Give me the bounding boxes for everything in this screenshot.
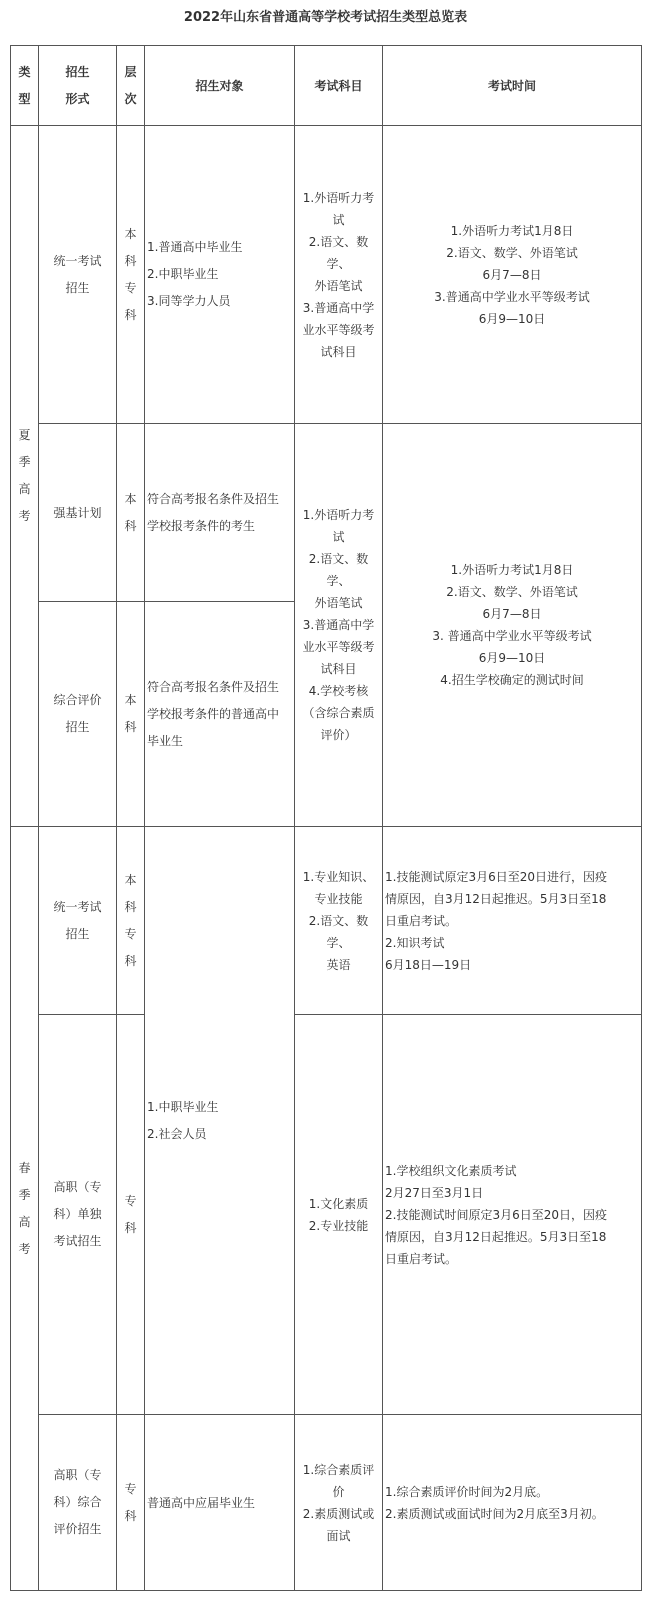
header-target: 招生对象 [145, 46, 295, 126]
header-type: 类 型 [11, 46, 39, 126]
table-row [11, 126, 642, 424]
header-time: 考试时间 [383, 46, 642, 126]
target-cell: 1.中职毕业生 2.社会人员 [145, 827, 295, 1415]
header-subjects: 考试科目 [295, 46, 383, 126]
level-cell: 本 科 [117, 424, 145, 602]
page-title: 2022年山东省普通高等学校考试招生类型总览表 [183, 10, 468, 25]
time-cell: 1.综合素质评价时间为2月底。 2.素质测试或面试时间为2月底至3月初。 [383, 1415, 642, 1591]
level-cell: 专 科 [117, 1015, 145, 1415]
header-level: 层 次 [117, 46, 145, 126]
time-cell: 1.外语听力考试1月8日 2.语文、数学、外语笔试 6月7—8日 3. 普通高中学业水平等级考试 6月9—10日 4.招生学校确定的测试时间 [383, 424, 642, 827]
time-cell: 1.学校组织文化素质考试 2月27日至3月1日 2.技能测试时间原定3月6日至20日，因疫 情原因，自3月12日起推迟。5月3日至18 日重启考试。 [383, 1015, 642, 1415]
form-cell: 统一考试 招生 [39, 126, 117, 424]
subjects-cell: 1.综合素质评 价 2.素质测试或 面试 [295, 1415, 383, 1591]
subjects-cell: 1.外语听力考 试 2.语文、数 学、 外语笔试 3.普通高中学 业水平等级考 试科目 [295, 126, 383, 424]
table-row [11, 827, 642, 1015]
subjects-cell: 1.专业知识、 专业技能 2.语文、数 学、 英语 [295, 827, 383, 1015]
summer-type-cell: 夏 季 高 考 [11, 126, 39, 827]
subjects-cell: 1.外语听力考 试 2.语文、数 学、 外语笔试 3.普通高中学 业水平等级考 试科目 4.学校考核 （含综合素质 评价） [295, 424, 383, 827]
table-row [11, 1015, 642, 1415]
level-cell: 本 科 专 科 [117, 126, 145, 424]
target-cell: 符合高考报名条件及招生 学校报考条件的普通高中 毕业生 [145, 602, 295, 827]
table-row [11, 1415, 642, 1591]
time-cell: 1.外语听力考试1月8日 2.语文、数学、外语笔试 6月7—8日 3.普通高中学业水平等级考试 6月9—10日 [383, 126, 642, 424]
form-cell: 统一考试 招生 [39, 827, 117, 1015]
table-row [11, 424, 642, 602]
subjects-cell: 1.文化素质 2.专业技能 [295, 1015, 383, 1415]
form-cell: 综合评价 招生 [39, 602, 117, 827]
time-cell: 1.技能测试原定3月6日至20日进行，因疫 情原因，自3月12日起推迟。5月3日至18 日重启考试。 2.知识考试 6月18日—19日 [383, 827, 642, 1015]
header-row [11, 46, 642, 126]
level-cell: 本 科 专 科 [117, 827, 145, 1015]
form-cell: 高职（专 科）单独 考试招生 [39, 1015, 117, 1415]
target-cell: 符合高考报名条件及招生 学校报考条件的考生 [145, 424, 295, 602]
level-cell: 专 科 [117, 1415, 145, 1591]
form-cell: 强基计划 [39, 424, 117, 602]
target-cell: 1.普通高中毕业生 2.中职毕业生 3.同等学力人员 [145, 126, 295, 424]
spring-type-cell: 春 季 高 考 [11, 827, 39, 1591]
header-form: 招生 形式 [39, 46, 117, 126]
form-cell: 高职（专 科）综合 评价招生 [39, 1415, 117, 1591]
level-cell: 本 科 [117, 602, 145, 827]
exam-types-table [10, 45, 642, 1591]
target-cell: 普通高中应届毕业生 [145, 1415, 295, 1591]
